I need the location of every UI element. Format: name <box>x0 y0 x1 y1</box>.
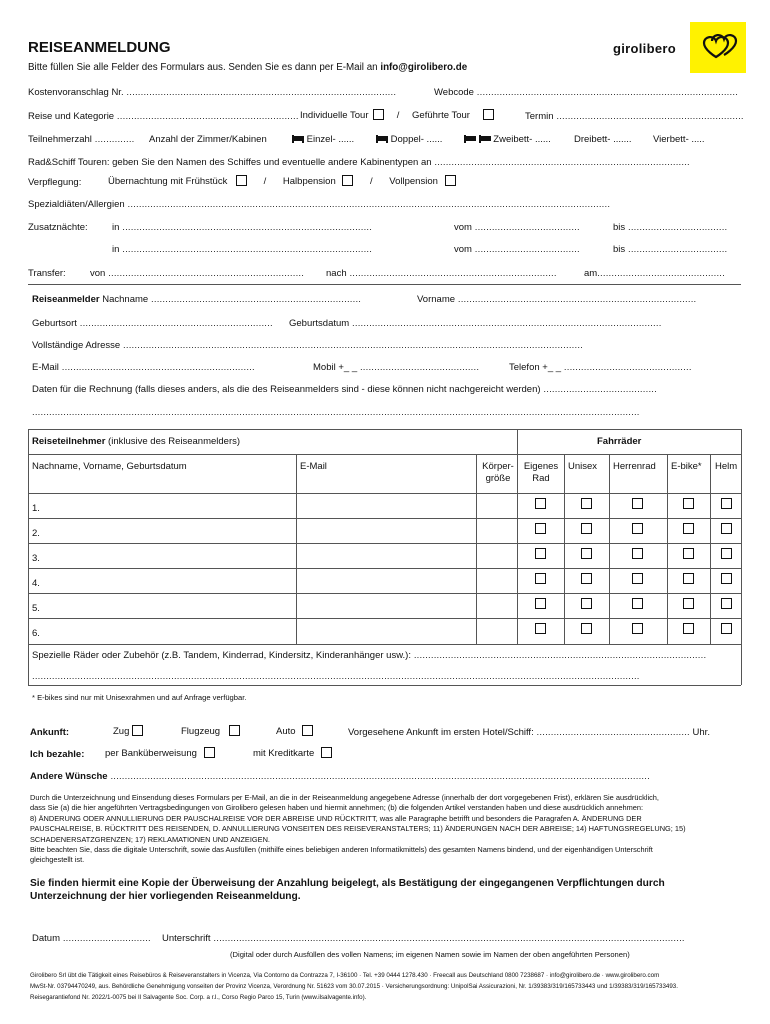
zusatz-in-1: in ........................................................................................ <box>112 222 373 233</box>
table-line <box>28 543 741 544</box>
anmelder-vorname: Vorname .................................................................................... <box>417 294 697 305</box>
table-row-number: 1. <box>32 503 40 514</box>
anmelder-email-field[interactable]: .................................................................... <box>58 362 255 373</box>
double-bed-icon <box>376 135 388 143</box>
table-vline <box>609 454 610 644</box>
geburtsort-field[interactable]: .................................................................... <box>76 318 273 329</box>
vierbett-field[interactable]: Vierbett- ..... <box>653 134 705 145</box>
flugzeug-checkbox[interactable] <box>229 725 240 736</box>
zusatz-bis-1-field[interactable]: ................................... <box>625 222 728 233</box>
twin-bed-icon <box>464 135 476 143</box>
termin-row: Termin .................................................................. <box>525 111 744 122</box>
mobil-row: Mobil +_ _ .......................................... <box>313 362 480 373</box>
transfer-am: am............................................. <box>584 268 725 279</box>
helm-checkbox-row-4[interactable] <box>721 573 732 584</box>
kredit-checkbox[interactable] <box>321 747 332 758</box>
unisex-checkbox-row-5[interactable] <box>581 598 592 609</box>
table-row-number: 6. <box>32 628 40 639</box>
herrenrad-checkbox-row-6[interactable] <box>632 623 643 634</box>
ebike-checkbox-row-2[interactable] <box>683 523 694 534</box>
spezielle-row: Spezielle Räder oder Zubehör (z.B. Tandem, Kinderrad, Kindersitz, Kinderanhänger usw.): ....................................................................................................... <box>32 650 707 661</box>
bezahle-label: Ich bezahle: <box>30 749 85 760</box>
adresse-row: Vollständige Adresse .................................................................................................................................................................. <box>32 340 584 351</box>
ebike-checkbox-row-6[interactable] <box>683 623 694 634</box>
kostenvoranschlag-row: Kostenvoranschlag Nr. ............................................................................................... <box>28 87 397 98</box>
table-row-number: 3. <box>32 553 40 564</box>
zusatz-vom-2-field[interactable]: ..................................... <box>471 244 580 255</box>
kostenvoranschlag-field[interactable]: ............................................................................................... <box>123 87 397 98</box>
unterschrift-row: Unterschrift ...................................................................................................................................................................... <box>162 933 685 944</box>
helm-checkbox-row-5[interactable] <box>721 598 732 609</box>
eigenes-rad-checkbox-row-3[interactable] <box>535 548 546 559</box>
anmelder-vorname-field[interactable]: .................................................................................... <box>455 294 697 305</box>
table-line <box>28 593 741 594</box>
telefon-row: Telefon +_ _ ............................................. <box>509 362 692 373</box>
kredit-option: mit Kreditkarte <box>253 747 332 759</box>
geburtsdatum-field[interactable]: ............................................................................................................. <box>349 318 662 329</box>
unisex-checkbox-row-1[interactable] <box>581 498 592 509</box>
gefuehrte-tour-checkbox[interactable] <box>483 109 494 120</box>
transfer-von: von ..................................................................... <box>90 268 305 279</box>
unisex-checkbox-row-2[interactable] <box>581 523 592 534</box>
auto-option: Auto <box>276 725 313 737</box>
ebike-checkbox-row-1[interactable] <box>683 498 694 509</box>
table-row-number: 2. <box>32 528 40 539</box>
herrenrad-checkbox-row-3[interactable] <box>632 548 643 559</box>
hotel-arrival-row: Vorgesehene Ankunft im ersten Hotel/Schiff: ...................................................... Uhr. <box>348 727 710 738</box>
transfer-nach: nach ......................................................................... <box>326 268 557 279</box>
transfer-am-field[interactable]: ............................................. <box>597 268 725 279</box>
hotel-arrival-field[interactable]: ...................................................... <box>533 727 690 738</box>
brand-logo <box>690 22 746 73</box>
zusatz-bis-1: bis ................................... <box>613 222 728 233</box>
col-email-header: E-Mail <box>300 461 327 472</box>
tourtype-row: Individuelle Tour / Geführte Tour <box>300 109 494 121</box>
table-top-line <box>28 429 741 430</box>
table-row-number: 5. <box>32 603 40 614</box>
dreibett-field[interactable]: Dreibett- ....... <box>574 134 632 145</box>
zusatz-vom-1-field[interactable]: ..................................... <box>471 222 580 233</box>
zusatz-in-2-field[interactable]: ........................................................................................ <box>119 244 373 255</box>
table-vline <box>741 429 742 685</box>
herrenrad-checkbox-row-2[interactable] <box>632 523 643 534</box>
rechnung-field-1[interactable]: ........................................ <box>540 384 657 395</box>
table-line <box>28 568 741 569</box>
unisex-checkbox-row-4[interactable] <box>581 573 592 584</box>
teilnehmer-heading: Reiseteilnehmer (inklusive des Reiseanmelders) <box>32 436 241 447</box>
teilnehmerzahl-row: Teilnehmerzahl .............. <box>28 134 135 145</box>
table-vline <box>667 454 668 644</box>
email-row: E-Mail .................................................................... <box>32 362 255 373</box>
fruehstueck-checkbox[interactable] <box>236 175 247 186</box>
wuensche-row: Andere Wünsche .............................................................................................................................................................................................. <box>30 771 650 782</box>
webcode-row: Webcode ............................................................................................ <box>434 87 739 98</box>
flugzeug-option: Flugzeug <box>181 725 240 737</box>
eigenes-rad-checkbox-row-4[interactable] <box>535 573 546 584</box>
herrenrad-checkbox-row-5[interactable] <box>632 598 643 609</box>
termin-field[interactable]: .................................................................. <box>553 111 744 122</box>
auto-checkbox[interactable] <box>302 725 313 736</box>
zusatz-vom-2: vom ..................................... <box>454 244 580 255</box>
table-vline <box>710 454 711 644</box>
bank-option: per Banküberweisung <box>105 747 215 759</box>
geburtsdatum-row: Geburtsdatum ............................................................................................................. <box>289 318 662 329</box>
individuelle-tour-checkbox[interactable] <box>373 109 384 120</box>
table-vline <box>476 454 477 644</box>
transfer-von-field[interactable]: ..................................................................... <box>105 268 305 279</box>
footer-text: Girolibero Srl übt die Tätigkeit eines Reisebüros & Reiseveranstalters in Vicenza, Via Contorno da Contrazza 7, I-36100 · Tel. +39 0444 1278.430 · Freecall aus Deutschland 0800 7238687 · info@girolibero.de · www.girolibero.com MwSt-Nr. 03794470249, aus. Behördliche Genehmigung vonseiten der Provinz Vicenza, Verordnung Nr. 51623 vom 30.07.2015 · Versicherungsordnung: UnipolSai Assicurazioni, Nr. 1/39383/319/165733443 und 1/39383/319/165733493. Reisegarantiefond Nr. 2022/1-0075 bei Il Salvagente Soc. Corp. a r.l., Corso Regio Parco 15, Turin (www.ilsalvagente.info). <box>30 972 678 1001</box>
col-helm-header: Helm <box>715 461 738 472</box>
col-name-header: Nachname, Vorname, Geburtsdatum <box>32 461 187 472</box>
eigenes-rad-checkbox-row-6[interactable] <box>535 623 546 634</box>
reise-field[interactable]: ................................................................ <box>114 111 299 122</box>
rechnung-row: Daten für die Rechnung (falls dieses anders, als die des Reiseanmelders sind - diese können nicht nachgereicht werden) ........................................ <box>32 384 657 395</box>
legal-text: Durch die Unterzeichnung und Einsendung dieses Formulars per E-Mail, an die in der Reiseanmeldung angegebene Adresse (innerhalb der dort vorgegebenen Frist), erklären Sie ausdrücklich, dass Sie (a) die hier angeführten Vertragsbedingungen von Girolibero gelesen haben und hiermit annehmen; (b) die folgenden Artikel verstanden haben und diese ausdrücklich annehmen: 8) ÄNDERUNG ODER ANNULLIERUNG DER PAUSCHALREISE VOR DER ABREISE UND RÜCKTRITT, was alle Paragraphe betrifft und besonders die Paragrafen A. ÄNDERUNG DER PAUSCHALREISE, B. RÜCKTRITT DES REISENDEN, D. ANNULLIERUNG VONSEITEN DES REISEVERANSTALTERS; 11) ÄNDERUNGEN NACH DER ABREISE; 14) HAFTUNGSREGELUNG; 15) SCHADENERSATZGRENZEN; 17) REKLAMATIONEN UND ANZEIGEN. Bitte beachten Sie, dass die digitale Unterschrift, sowie das Ausfüllen (mithilfe eines beliebigen anderen Informatikmittels) des gesamten Namens bindend, und der eigenhändigen Unterschrift gleichgestellt ist. <box>30 793 686 865</box>
helm-checkbox-row-3[interactable] <box>721 548 732 559</box>
zusatz-label: Zusatznächte: <box>28 222 88 233</box>
verpflegung-label: Verpflegung: <box>28 177 82 188</box>
adresse-field[interactable]: .................................................................................................................................................................. <box>120 340 584 351</box>
helm-checkbox-row-2[interactable] <box>721 523 732 534</box>
eigenes-rad-checkbox-row-5[interactable] <box>535 598 546 609</box>
ebike-checkbox-row-5[interactable] <box>683 598 694 609</box>
table-vline <box>564 454 565 644</box>
zusatz-vom-1: vom ..................................... <box>454 222 580 233</box>
zweibett-field[interactable]: Zweibett- ...... <box>464 134 551 145</box>
table-row-number: 4. <box>32 578 40 589</box>
ebike-footnote: * E-bikes sind nur mit Unisexrahmen und auf Anfrage verfügbar. <box>32 693 247 702</box>
transfer-nach-field[interactable]: ......................................................................... <box>346 268 557 279</box>
zimmer-label: Anzahl der Zimmer/Kabinen <box>149 134 267 145</box>
helm-checkbox-row-6[interactable] <box>721 623 732 634</box>
divider <box>28 284 741 285</box>
twin-bed-icon <box>479 135 491 143</box>
geburtsort-row: Geburtsort .................................................................... <box>32 318 273 329</box>
intro-text: Bitte füllen Sie alle Felder des Formulars aus. Senden Sie es dann per E-Mail an info@girolibero.de <box>28 62 468 73</box>
zusatz-in-1-field[interactable]: ........................................................................................ <box>119 222 373 233</box>
radschiff-field[interactable]: .......................................................................................... <box>431 157 690 168</box>
table-line <box>28 518 741 519</box>
single-bed-icon <box>292 135 304 143</box>
spezial-row: Spezialdiäten/Allergien .......................................................................................................................................................................... <box>28 199 611 210</box>
spezielle-field-2[interactable]: ...................................................................................................................................................................................................................... <box>32 671 640 682</box>
col-groesse-header: Körper- größe <box>482 461 514 484</box>
fahrraeder-heading: Fahrräder <box>597 436 642 447</box>
einzel-field[interactable]: Einzel- ...... <box>292 134 354 145</box>
anmelder-nachname-field[interactable]: .......................................................................... <box>148 294 362 305</box>
zusatz-in-2: in ........................................................................................ <box>112 244 373 255</box>
herrenrad-checkbox-row-1[interactable] <box>632 498 643 509</box>
ebike-checkbox-row-4[interactable] <box>683 573 694 584</box>
brand-name: girolibero <box>613 41 676 56</box>
halbpension-checkbox[interactable] <box>342 175 353 186</box>
table-vline <box>28 429 29 685</box>
telefon-field[interactable]: ............................................. <box>561 362 692 373</box>
table-bottom-line <box>28 685 741 686</box>
kopie-text: Sie finden hiermit eine Kopie der Überweisung der Anzahlung beigelegt, als Bestätigung der eingegangenen Verpflichtungen durch Unterzeichnung der hier vorliegenden Reiseanmeldung. <box>30 878 665 902</box>
eigenes-rad-checkbox-row-1[interactable] <box>535 498 546 509</box>
mobil-field[interactable]: .......................................... <box>357 362 480 373</box>
table-line <box>28 644 741 645</box>
col-eigenes-header: Eigenes Rad <box>523 461 559 484</box>
ankunft-label: Ankunft: <box>30 727 70 738</box>
helm-checkbox-row-1[interactable] <box>721 498 732 509</box>
vollpension-checkbox[interactable] <box>445 175 456 186</box>
wuensche-field[interactable]: .............................................................................................................................................................................................. <box>107 771 650 782</box>
rechnung-field-2[interactable]: ...................................................................................................................................................................................................................... <box>32 407 640 418</box>
col-ebike-header: E-bike* <box>671 461 702 472</box>
webcode-field[interactable]: ............................................................................................ <box>473 87 739 98</box>
herrenrad-checkbox-row-4[interactable] <box>632 573 643 584</box>
zusatz-bis-2-field[interactable]: ................................... <box>625 244 728 255</box>
unterschrift-field[interactable]: ...................................................................................................................................................................... <box>210 933 685 944</box>
table-line <box>28 618 741 619</box>
unisex-checkbox-row-3[interactable] <box>581 548 592 559</box>
table-vline <box>296 454 297 644</box>
zusatz-bis-2: bis ................................... <box>613 244 728 255</box>
transfer-label: Transfer: <box>28 268 66 279</box>
unisex-checkbox-row-6[interactable] <box>581 623 592 634</box>
signature-note: (Digital oder durch Ausfüllen des vollen Namens; im eigenen Namen sowie im Namen der oben angeführten Personen) <box>230 950 630 959</box>
zug-checkbox[interactable] <box>132 725 143 736</box>
col-herrenrad-header: Herrenrad <box>613 461 656 472</box>
contact-email-link[interactable]: info@girolibero.de <box>380 62 468 73</box>
zug-option: Zug <box>113 725 143 737</box>
table-line <box>28 454 741 455</box>
radschiff-row: Rad&Schiff Touren: geben Sie den Namen des Schiffes und eventuelle andere Kabinentypen an .......................................................................................... <box>28 157 690 168</box>
table-vline <box>517 429 518 644</box>
eigenes-rad-checkbox-row-2[interactable] <box>535 523 546 534</box>
anmelder-row: Reiseanmelder Nachname .......................................................................... <box>32 294 362 305</box>
reise-row: Reise und Kategorie ................................................................ <box>28 111 299 122</box>
ebike-checkbox-row-3[interactable] <box>683 548 694 559</box>
spezielle-field-1[interactable]: ....................................................................................................... <box>410 650 707 661</box>
hearts-logo-icon <box>690 22 746 73</box>
teilnehmerzahl-field[interactable]: .............. <box>91 134 135 145</box>
verpflegung-options: Übernachtung mit Frühstück / Halbpension / Vollpension <box>108 175 456 187</box>
spezial-field[interactable]: .......................................................................................................................................................................... <box>124 199 611 210</box>
col-unisex-header: Unisex <box>568 461 598 472</box>
datum-field[interactable]: ............................... <box>59 933 151 944</box>
datum-row: Datum ............................... <box>32 933 151 944</box>
page-title: REISEANMELDUNG <box>28 39 171 56</box>
bank-checkbox[interactable] <box>204 747 215 758</box>
doppel-field[interactable]: Doppel- ...... <box>376 134 442 145</box>
table-line <box>28 493 741 494</box>
